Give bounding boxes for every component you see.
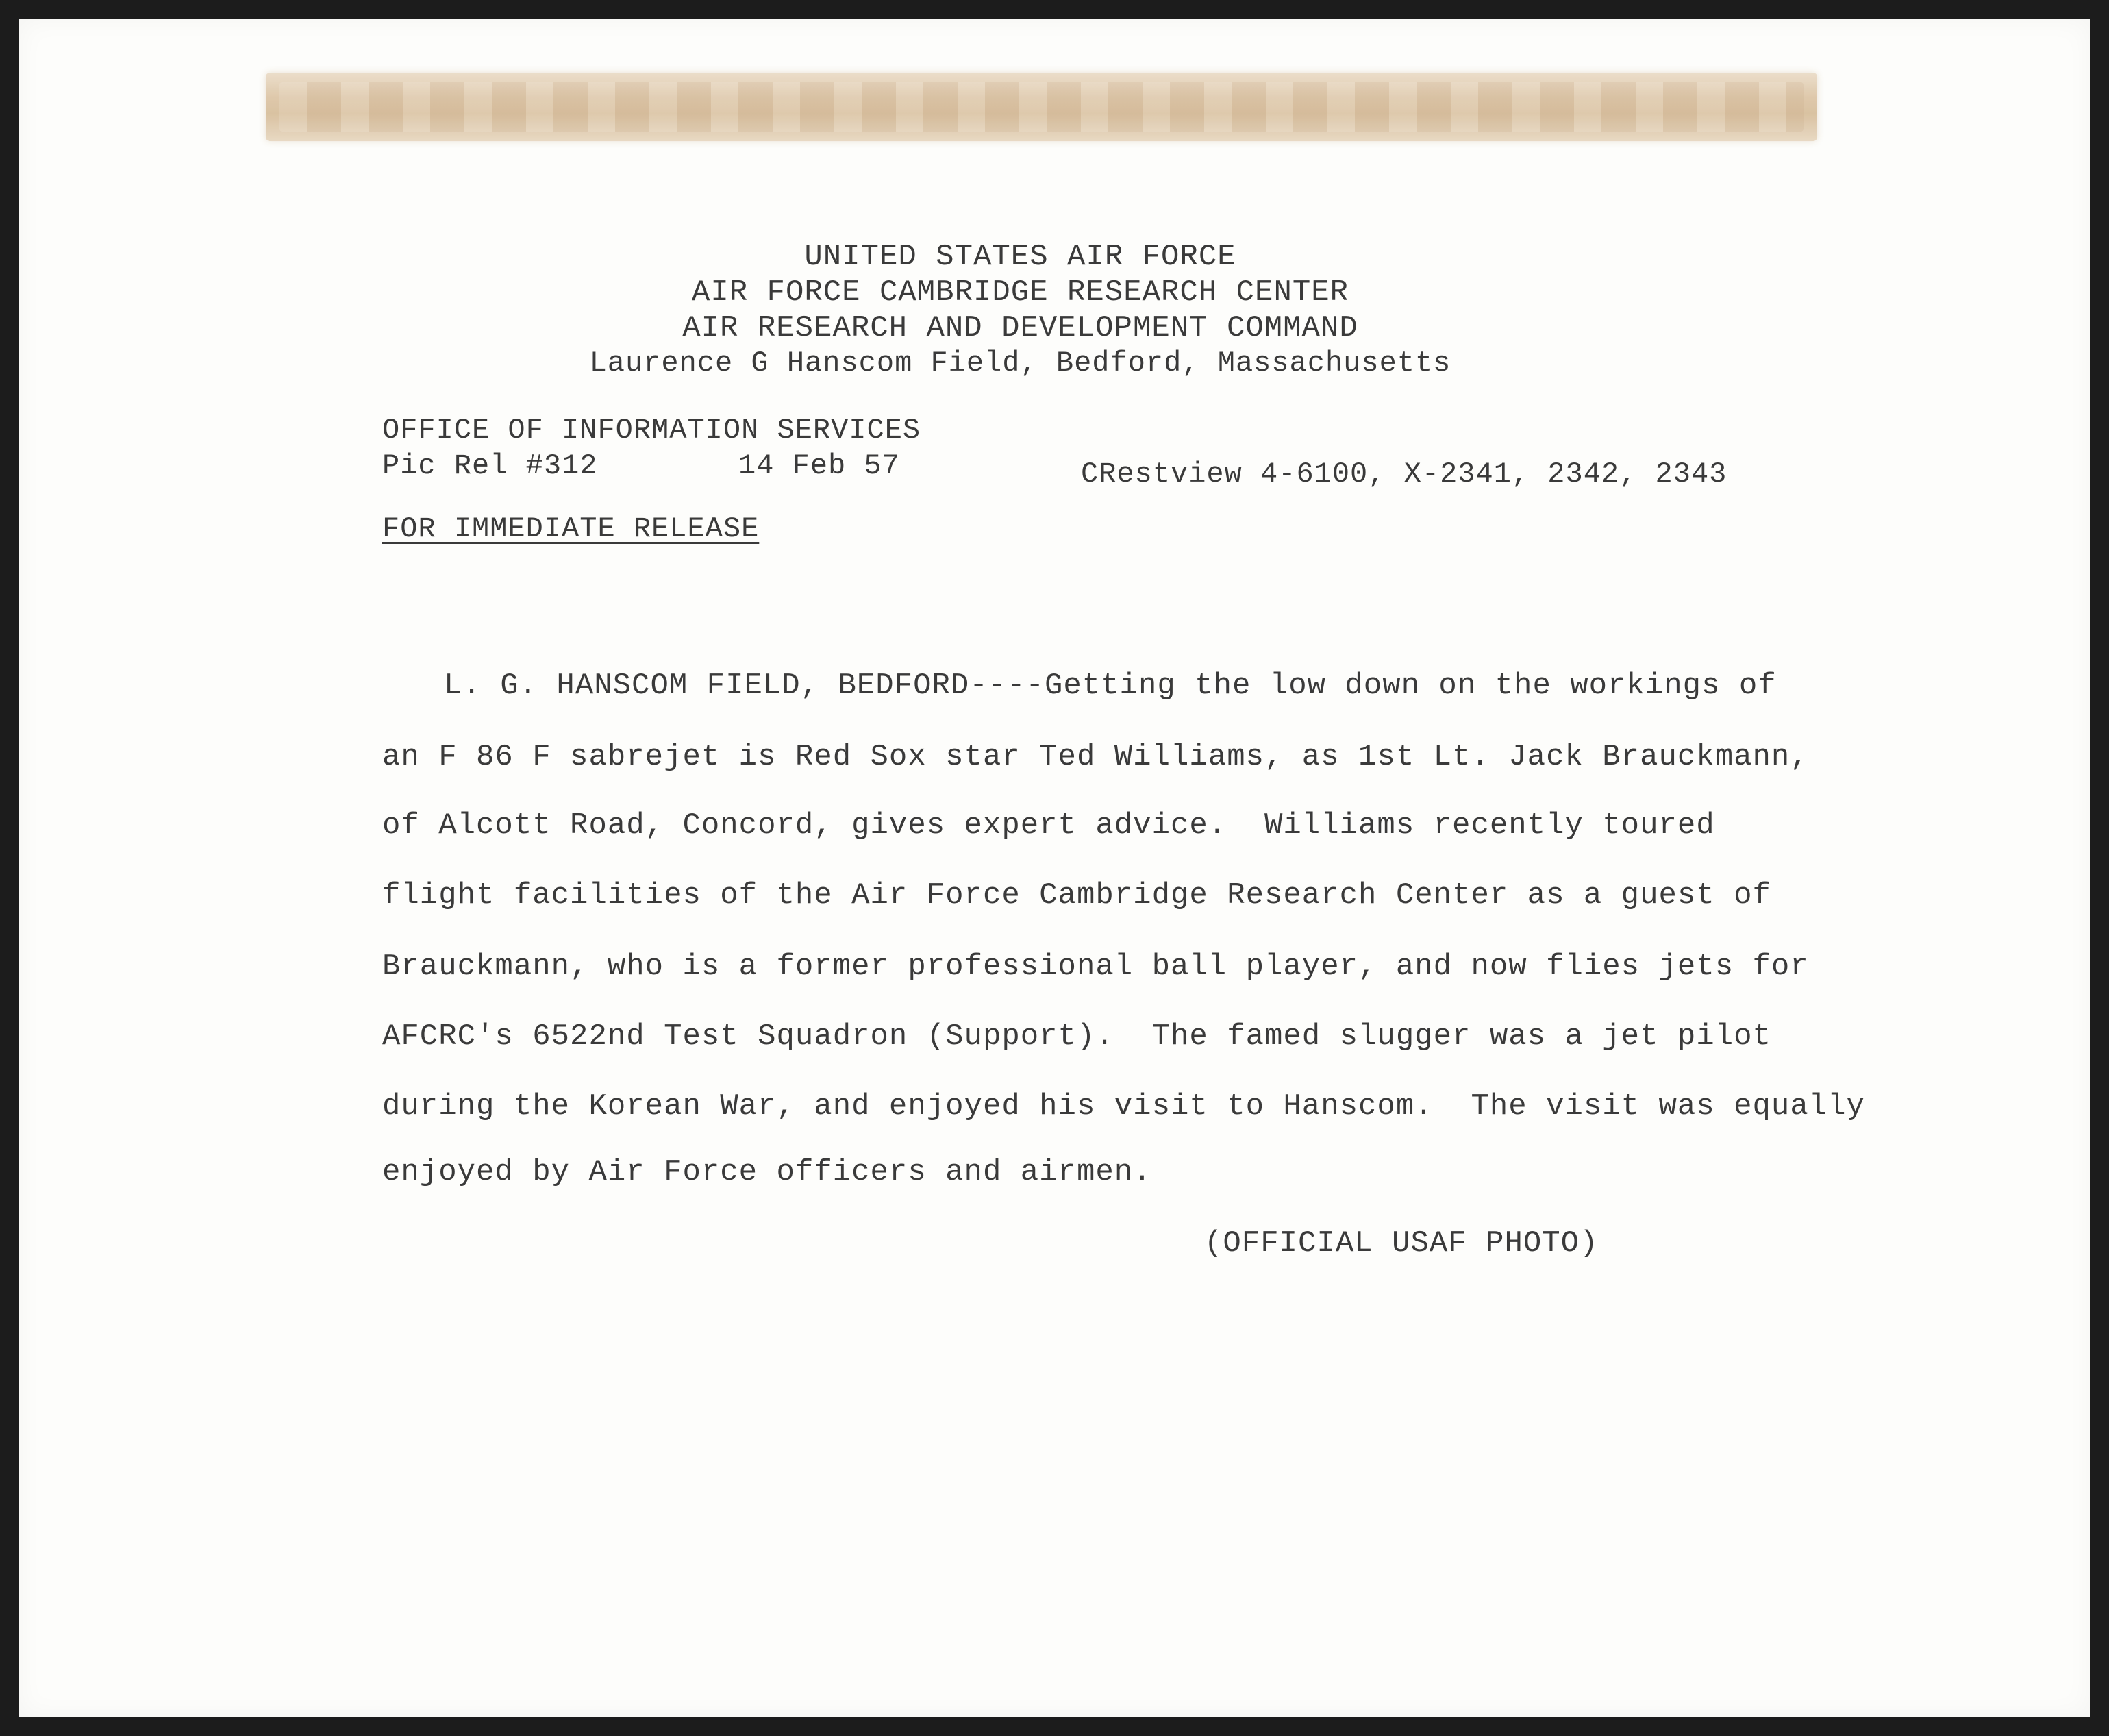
header-line-3: AIR RESEARCH AND DEVELOPMENT COMMAND	[682, 311, 1358, 345]
office-name: OFFICE OF INFORMATION SERVICES	[382, 414, 921, 447]
release-notice: FOR IMMEDIATE RELEASE	[382, 512, 760, 545]
body-line: during the Korean War, and enjoyed his visit to Hanscom. The visit was equally	[382, 1089, 1865, 1124]
body-line: enjoyed by Air Force officers and airmen.	[382, 1155, 1152, 1189]
document-sheet	[19, 19, 2090, 1717]
body-line: Brauckmann, who is a former professional ball player, and now flies jets for	[382, 950, 1809, 984]
header-line-4: Laurence G Hanscom Field, Bedford, Massachusetts	[589, 347, 1451, 380]
body-line: flight facilities of the Air Force Cambridge Research Center as a guest of	[382, 878, 1771, 913]
body-line: L. G. HANSCOM FIELD, BEDFORD----Getting the low down on the workings of	[444, 669, 1777, 703]
body-line: of Alcott Road, Concord, gives expert advice. Williams recently toured	[382, 808, 1715, 843]
body-line: an F 86 F sabrejet is Red Sox star Ted Williams, as 1st Lt. Jack Brauckmann,	[382, 740, 1809, 774]
phone-number: CRestview 4-6100, X-2341, 2342, 2343	[1081, 458, 1727, 491]
header-line-1: UNITED STATES AIR FORCE	[804, 240, 1236, 274]
picture-release-number: Pic Rel #312	[382, 449, 598, 482]
tape-strip	[266, 73, 1817, 141]
release-date: 14 Feb 57	[738, 449, 900, 482]
photo-credit: (OFFICIAL USAF PHOTO)	[1204, 1226, 1599, 1261]
header-line-2: AIR FORCE CAMBRIDGE RESEARCH CENTER	[691, 275, 1349, 310]
body-line: AFCRC's 6522nd Test Squadron (Support). The famed slugger was a jet pilot	[382, 1019, 1771, 1054]
